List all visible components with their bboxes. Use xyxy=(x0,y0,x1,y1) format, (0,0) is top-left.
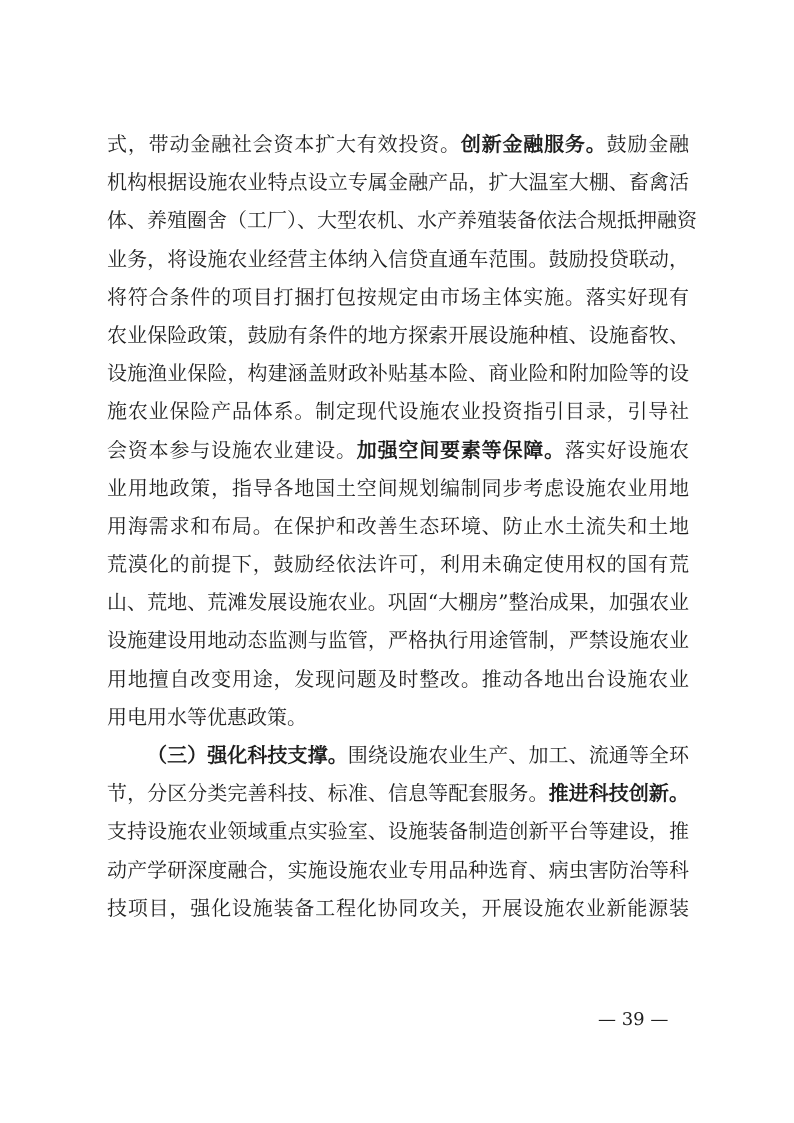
text-line xyxy=(107,354,689,392)
text-run: 山、荒地、荒滩发展设施农业。巩固“大棚房”整治成果，加强农业 xyxy=(107,590,689,615)
text-line xyxy=(107,774,689,812)
body-text xyxy=(107,125,697,927)
text-run: 业用地政策，指导各地国土空间规划编制同步考虑设施农业用地 xyxy=(107,475,689,500)
text-line xyxy=(107,698,689,736)
text-run: 用电用水等优惠政策。 xyxy=(107,704,307,729)
text-run: 用地擅自改变用途，发现问题及时整改。推动各地出台设施农业 xyxy=(107,666,689,691)
text-run: 围绕设施农业生产、加工、流通等全环 xyxy=(347,743,690,767)
text-run: 会资本参与设施农业建设。 xyxy=(107,437,357,462)
text-line xyxy=(107,469,689,507)
text-run: 施农业保险产品体系。制定现代设施农业投资指引目录，引导社 xyxy=(107,399,689,424)
text-line xyxy=(107,889,689,927)
bold-heading-run: 创新金融服务。 xyxy=(460,132,607,156)
text-line xyxy=(107,660,689,698)
text-run: 鼓励金融 xyxy=(606,132,690,156)
text-line xyxy=(107,316,689,354)
text-run: 农业保险政策，鼓励有条件的地方探索开展设施种植、设施畜牧、 xyxy=(107,322,689,347)
text-run: 支持设施农业领域重点实验室、设施装备制造创新平台等建设，推 xyxy=(107,819,689,844)
text-line xyxy=(107,583,689,621)
bold-heading-run: （三）强化科技支撑。 xyxy=(147,743,348,767)
text-run: 将符合条件的项目打捆打包按规定由市场主体实施。落实好现有 xyxy=(107,284,689,309)
text-line xyxy=(107,163,689,201)
text-line xyxy=(107,851,689,889)
text-line xyxy=(107,736,689,774)
text-line xyxy=(107,392,689,430)
text-run: 荒漠化的前提下，鼓励经依法许可，利用未确定使用权的国有荒 xyxy=(107,552,689,577)
text-run: 节，分区分类完善科技、标准、信息等配套服务。 xyxy=(107,781,549,806)
text-run: 机构根据设施农业特点设立专属金融产品，扩大温室大棚、畜禽活 xyxy=(107,170,689,195)
text-run: 业务，将设施农业经营主体纳入信贷直通车范围。鼓励投贷联动， xyxy=(107,246,689,271)
text-line xyxy=(107,812,689,850)
bold-heading-run: 推进科技创新。 xyxy=(548,781,690,806)
text-run: 设施渔业保险，构建涵盖财政补贴基本险、商业险和附加险等的设 xyxy=(107,361,689,386)
text-run: 体、养殖圈舍（工厂）、大型农机、水产养殖装备依法合规抵押融资 xyxy=(107,208,697,233)
page-number: — 39 — xyxy=(598,1009,669,1030)
text-run: 设施建设用地动态监测与监管，严格执行用途管制，严禁设施农业 xyxy=(107,628,689,653)
text-run: 式，带动金融社会资本扩大有效投资。 xyxy=(107,132,461,156)
text-line xyxy=(107,545,689,583)
text-line xyxy=(107,201,697,239)
bold-heading-run: 加强空间要素等保障。 xyxy=(356,437,565,462)
text-run: 动产学研深度融合，实施设施农业专用品种选育、病虫害防治等科 xyxy=(107,857,689,882)
text-line xyxy=(107,507,689,545)
text-line xyxy=(107,125,689,163)
text-line xyxy=(107,278,689,316)
text-line xyxy=(107,621,689,659)
text-run: 落实好设施农 xyxy=(564,437,690,462)
text-run: 用海需求和布局。在保护和改善生态环境、防止水土流失和土地 xyxy=(107,513,689,538)
text-run: 技项目，强化设施装备工程化协同攻关，开展设施农业新能源装 xyxy=(107,895,689,920)
text-line xyxy=(107,240,689,278)
text-line xyxy=(107,431,689,469)
